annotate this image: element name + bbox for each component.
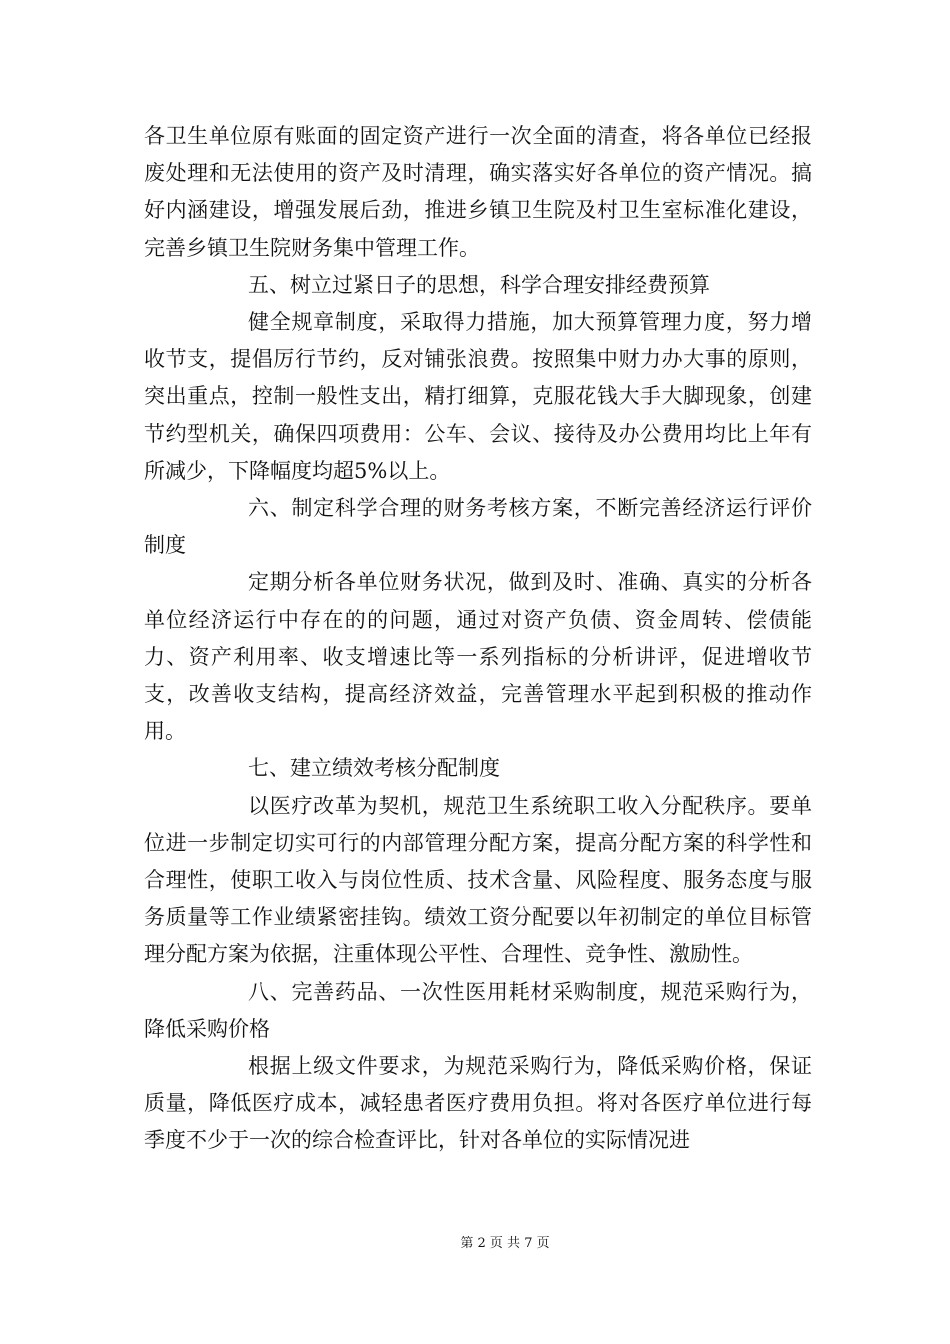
- section-heading-6: 六、制定科学合理的财务考核方案，不断完善经济运行评价制度: [144, 496, 812, 558]
- document-body: [144, 118, 812, 1160]
- paragraph-section-8: 根据上级文件要求，为规范采购行为，降低采购价格，保证质量，降低医疗成本，减轻患者医疗费用负担。将对各医疗单位进行每季度不少于一次的综合检查评比，针对各单位的实际情况进: [144, 1054, 812, 1153]
- section-heading-8: 八、完善药品、一次性医用耗材采购制度，规范采购行为，降低采购价格: [144, 979, 812, 1041]
- paragraph-section-6: 定期分析各单位财务状况，做到及时、准确、真实的分析各单位经济运行中存在的的问题，通过对资产负债、资金周转、偿债能力、资产利用率、收支增速比等一系列指标的分析讲评，促进增收节支，改善收支结构，提高经济效益，完善管理水平起到积极的推动作用。: [144, 570, 812, 744]
- page-number-footer: 第 2 页 共 7 页: [460, 1236, 550, 1251]
- paragraph-continuation: 各卫生单位原有账面的固定资产进行一次全面的清查，将各单位已经报废处理和无法使用的资产及时清理，确实落实好各单位的资产情况。搞好内涵建设，增强发展后劲，推进乡镇卫生院及村卫生室标准化建设，完善乡镇卫生院财务集中管理工作。: [144, 124, 812, 260]
- section-heading-5: 五、树立过紧日子的思想，科学合理安排经费预算: [248, 272, 710, 297]
- section-heading-7: 七、建立绩效考核分配制度: [248, 756, 500, 781]
- paragraph-section-7: 以医疗改革为契机，规范卫生系统职工收入分配秩序。要单位进一步制定切实可行的内部管理分配方案，提高分配方案的科学性和合理性，使职工收入与岗位性质、技术含量、风险程度、服务态度与服务质量等工作业绩紧密挂钩。绩效工资分配要以年初制定的单位目标管理分配方案为依据，注重体现公平性、合理性、竞争性、激励性。: [144, 793, 812, 967]
- paragraph-section-5: 健全规章制度，采取得力措施，加大预算管理力度，努力增收节支，提倡厉行节约，反对铺张浪费。按照集中财力办大事的原则，突出重点，控制一般性支出，精打细算，克服花钱大手大脚现象，创建节约型机关，确保四项费用：公车、会议、接待及办公费用均比上年有所减少，下降幅度均超5%以上。: [144, 310, 812, 483]
